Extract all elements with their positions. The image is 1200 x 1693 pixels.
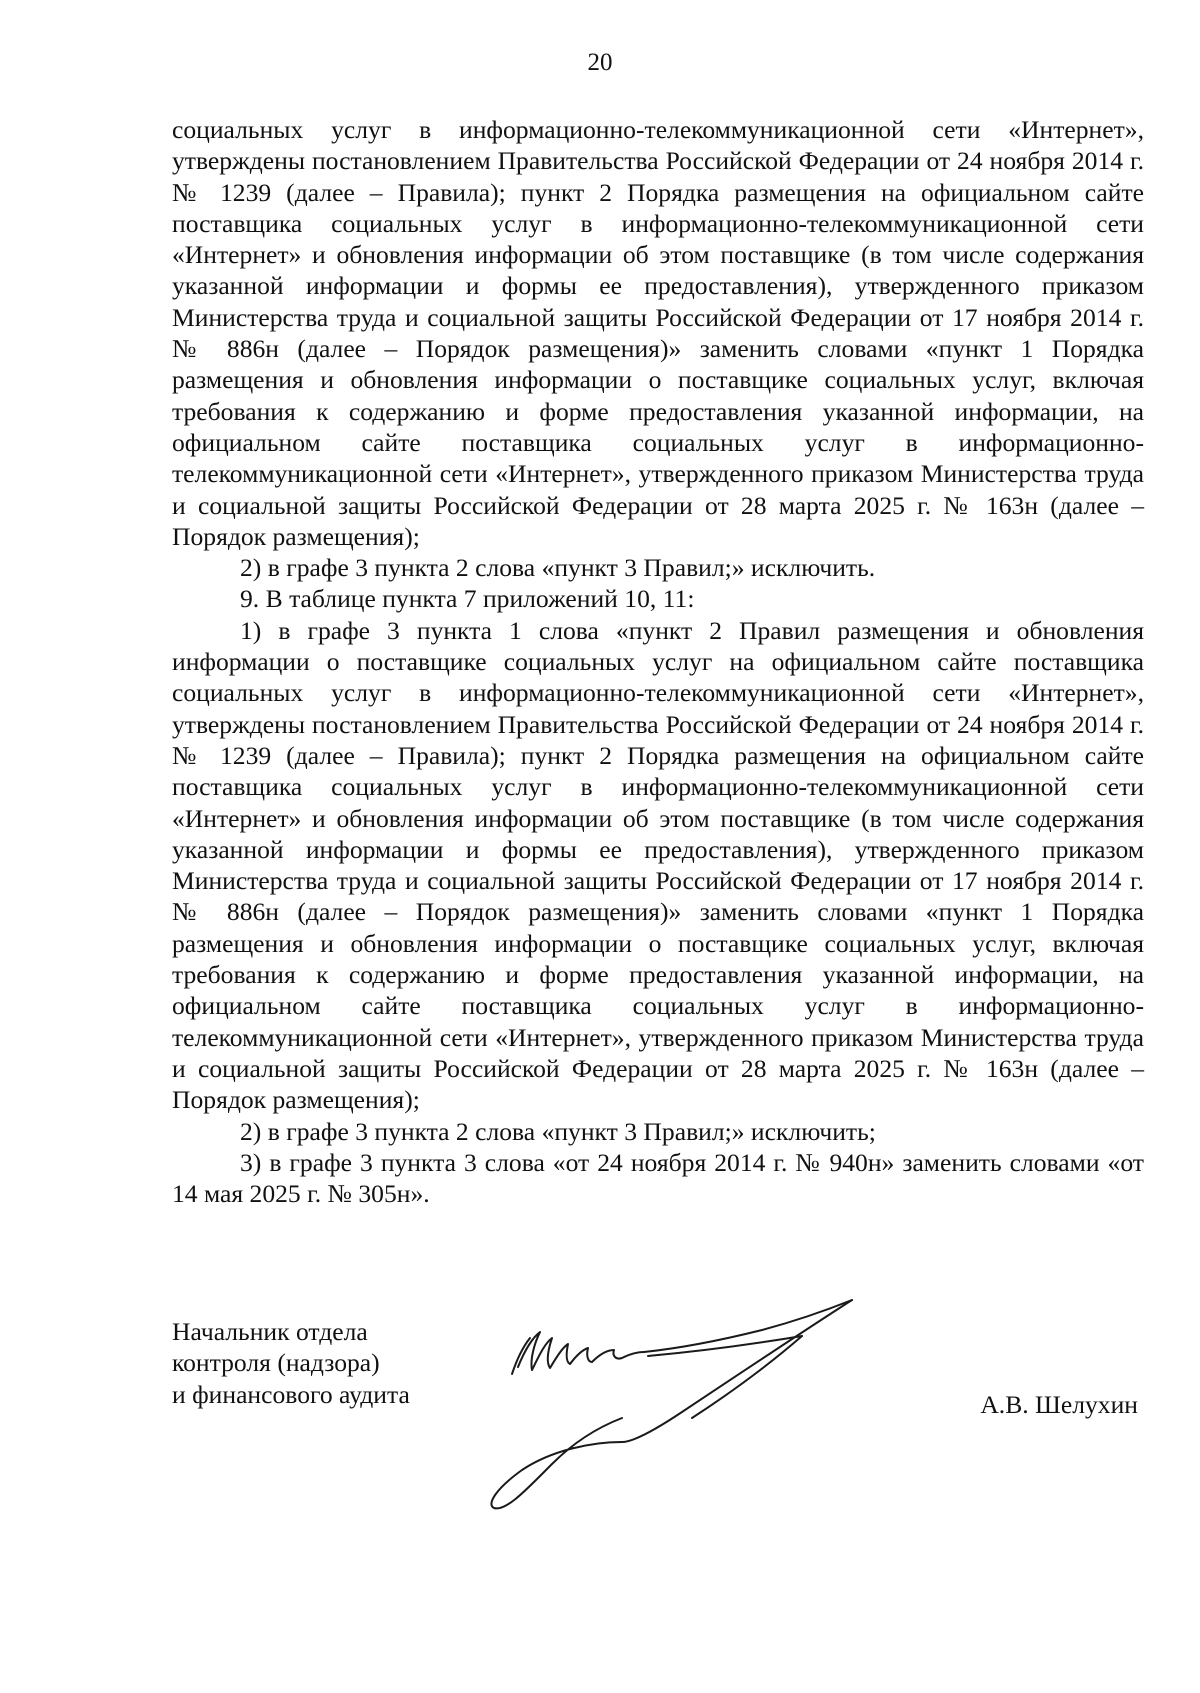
paragraph-item-1-replace: 1) в графе 3 пункта 1 слова «пункт 2 Правил размещения и обновления информации о поставщике социальных услуг на официальном сайте поставщика социальных услуг в информационно-телекоммуникационной сети «Интернет», утверждены постановлением Правительства Российской Федерации от 24 ноября 2014 г. № 1239 (далее – Правила); пункт 2 Порядка размещения на официальном сайте поставщика социальных услуг в информационно-телекоммуникационной сети «Интернет» и обновления информации об этом поставщике (в том числе содержания указанной информации и формы ее предоставления), утвержденного приказом Министерства труда и социальной защиты Российской Федерации от 17 ноября 2014 г. № 886н (далее – Порядок размещения)» заменить словами «пункт 1 Порядка размещения и обновления информации о поставщике социальных услуг, включая требования к содержанию и форме предоставления указанной информации, на официальном сайте поставщика социальных услуг в информационно-телекоммуникационной сети «Интернет», утвержденного приказом Министерства труда и социальной защиты Российской Федерации от 28 марта 2025 г. № 163н (далее – Порядок размещения); [172,615,1144,1115]
paragraph-item-3-replace: 3) в графе 3 пункта 3 слова «от 24 ноября 2014 г. № 940н» заменить словами «от 14 мая 2025 г. № 305н». [172,1147,1144,1209]
signer-title-line-3: и финансового аудита [172,1379,410,1409]
paragraph-item-2-exclude: 2) в графе 3 пункта 2 слова «пункт 3 Правил;» исключить. [240,553,876,583]
signer-title-line-2: контроля (надзора) [172,1348,380,1378]
handwritten-signature [472,1292,892,1514]
paragraph-item-2-exclude-second: 2) в графе 3 пункта 2 слова «пункт 3 Правил;» исключить; [240,1116,876,1146]
signer-title [172,1316,410,1410]
paragraph-section-9: 9. В таблице пункта 7 приложений 10, 11: [240,584,695,614]
document-body [172,114,1144,1209]
page-number: 20 [587,49,613,76]
signer-name: А.В. Шелухин [980,1390,1138,1419]
paragraph-continuation: социальных услуг в информационно-телекоммуникационной сети «Интернет», утверждены постановлением Правительства Российской Федерации от 24 ноября 2014 г. № 1239 (далее – Правила); пункт 2 Порядка размещения на официальном сайте поставщика социальных услуг в информационно-телекоммуникационной сети «Интернет» и обновления информации об этом поставщике (в том числе содержания указанной информации и формы ее предоставления), утвержденного приказом Министерства труда и социальной защиты Российской Федерации от 17 ноября 2014 г. № 886н (далее – Порядок размещения)» заменить словами «пункт 1 Порядка размещения и обновления информации о поставщике социальных услуг, включая требования к содержанию и форме предоставления указанной информации, на официальном сайте поставщика социальных услуг в информационно-телекоммуникационной сети «Интернет», утвержденного приказом Министерства труда и социальной защиты Российской Федерации от 28 марта 2025 г. № 163н (далее – Порядок размещения); [172,115,1144,551]
signer-title-line-1: Начальник отдела [172,1317,368,1346]
signature-block [172,1316,1144,1516]
